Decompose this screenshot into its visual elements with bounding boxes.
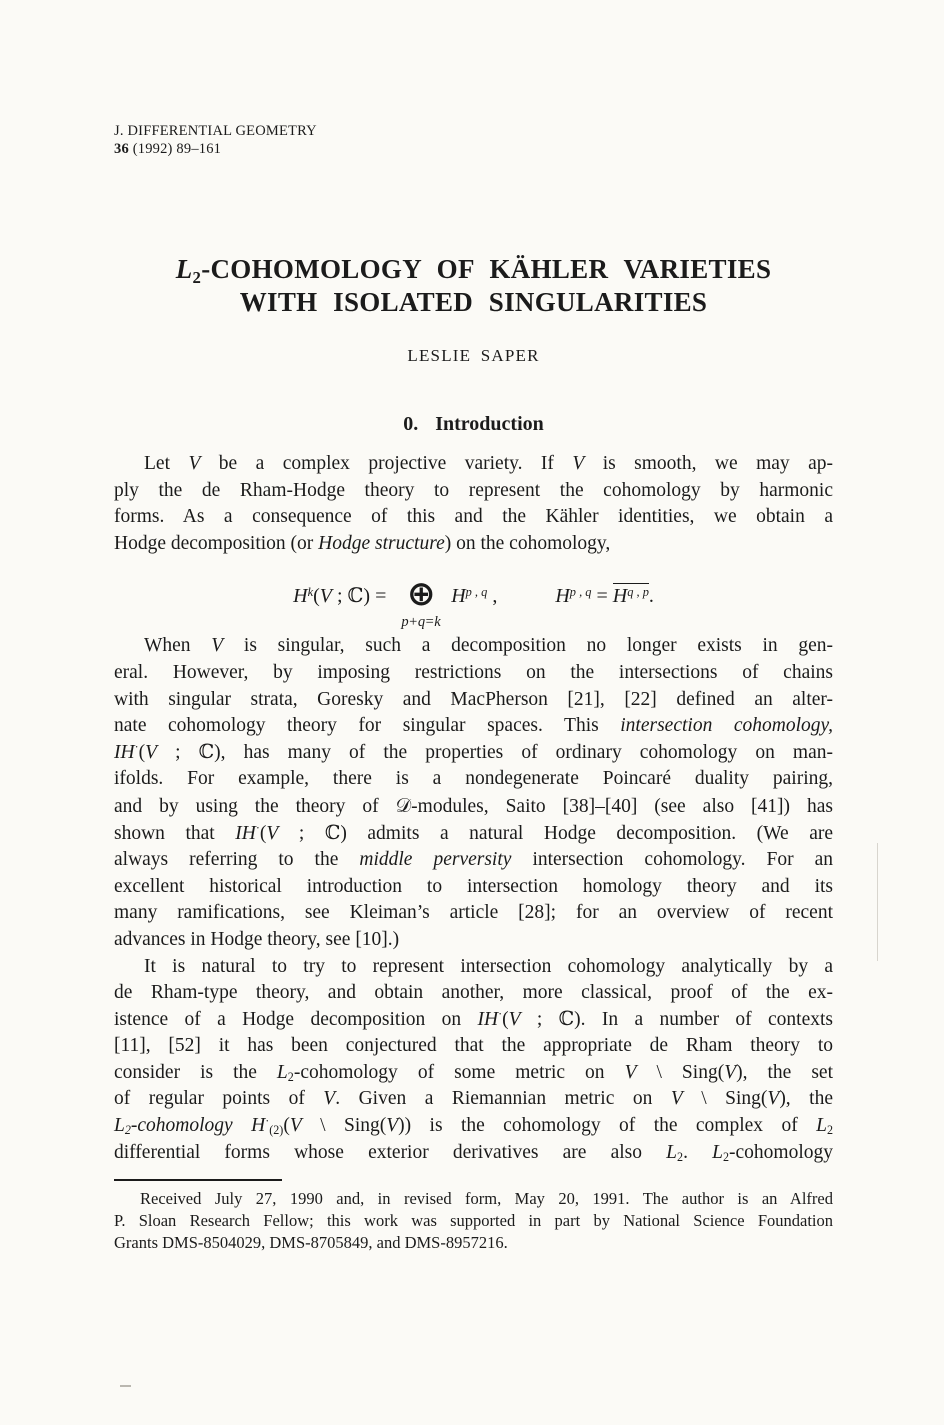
footnote-line: Grants DMS-8504029, DMS-8705849, and DMS-8957216.: [114, 1233, 508, 1253]
text-line: Let V be a complex projective variety. If V is smooth, we may ap-: [144, 453, 834, 474]
direct-sum-operator: [401, 574, 442, 636]
text-line: forms. As a consequence of this and the Kähler identities, we obtain a: [114, 506, 833, 528]
text-line: ifolds. For example, there is a nondegenerate Poincaré duality pairing,: [114, 768, 833, 790]
text-line: [11], [52] it has been conjectured that the appropriate de Rham theory to: [114, 1035, 833, 1057]
text-line: IH·(V ; ℂ), has many of the properties of ordinary cohomology on man-: [114, 740, 833, 763]
footnote-line: Received July 27, 1990 and, in revised form, May 20, 1991. The author is an Alfred: [140, 1189, 833, 1209]
text-line: always referring to the middle perversity intersection cohomology. For an: [114, 849, 834, 871]
scan-artifact-line: [877, 843, 878, 961]
scan-artifact-mark: [120, 1385, 131, 1387]
journal-volume: 36: [114, 140, 129, 157]
text-line: nate cohomology theory for singular spaces. This intersection cohomology,: [114, 715, 833, 737]
text-line: Hodge decomposition (or Hodge structure) on the cohomology,: [114, 532, 611, 554]
text-line: many ramifications, see Kleiman’s article [28]; for an overview of recent: [114, 902, 833, 924]
text-line: consider is the L2-cohomology of some metric on V \ Sing(V), the set: [114, 1061, 833, 1085]
text-line: eral. However, by imposing restrictions on the intersections of chains: [114, 661, 833, 683]
footnote-line: P. Sloan Research Fellow; this work was supported in part by National Science Foundation: [114, 1211, 833, 1231]
author-name: LESLIE SAPER: [407, 346, 540, 365]
footnote: [114, 1188, 833, 1254]
text-line: It is natural to try to represent intersection cohomology analytically by a: [144, 955, 833, 977]
text-line: with singular strata, Goresky and MacPherson [21], [22] defined an alter-: [114, 688, 833, 710]
text-line: L2-cohomology H·(2)(V \ Sing(V)) is the cohomology of the complex of L2: [114, 1113, 833, 1138]
section-heading: [114, 413, 833, 436]
text-line: of regular points of V. Given a Riemannian metric on V \ Sing(V), the: [114, 1088, 833, 1110]
section-title: Introduction: [435, 413, 544, 435]
paper-title-line-2: WITH ISOLATED SINGULARITIES: [239, 287, 708, 317]
oplus-symbol: ⊕: [407, 574, 436, 615]
text-line: When V is singular, such a decomposition no longer exists in gen-: [144, 635, 833, 657]
paragraph: [114, 451, 833, 557]
equation-term: H$^{p , q}$ ,: [451, 584, 498, 608]
journal-issue-pages: (1992) 89–161: [128, 140, 222, 157]
text-line: de Rham-type theory, and obtain another, more classical, proof of the ex-: [114, 982, 833, 1004]
sum-index: p+q=k: [401, 614, 442, 631]
article-body: [114, 451, 833, 1166]
text-line: differential forms whose exterior derivatives are also L2. L2-cohomology: [114, 1141, 834, 1165]
paper-title: [114, 253, 833, 319]
text-line: and by using the theory of 𝒟-modules, Saito [38]–[40] (see also [41]) has: [114, 793, 833, 817]
journal-name: J. DIFFERENTIAL GEOMETRY: [114, 123, 317, 139]
equation-rhs: H$^{p , q}$ = H$^{q , p}$.: [555, 584, 654, 608]
paragraph: [114, 954, 833, 1167]
paper-title-line-1: L2-COHOMOLOGY OF KÄHLER VARIETIES: [175, 254, 772, 287]
text-line: excellent historical introduction to intersection homology theory and its: [114, 875, 833, 897]
footnote-rule: [114, 1179, 282, 1181]
equation-lhs: $H^k(V$ ; ℂ) =: [293, 584, 392, 608]
text-line: ply the de Rham-Hodge theory to represent the cohomology by harmonic: [114, 479, 833, 501]
text-line: istence of a Hodge decomposition on IH·(V ; ℂ). In a number of contexts: [114, 1007, 833, 1030]
paragraph: [114, 633, 833, 953]
text-line: shown that IH·(V ; ℂ) admits a natural Hodge decomposition. (We are: [114, 821, 833, 844]
section-number: 0.: [403, 413, 419, 435]
display-equation: [114, 566, 833, 631]
journal-header: [114, 123, 833, 158]
journal-citation: [114, 141, 833, 159]
text-line: advances in Hodge theory, see [10].): [114, 928, 400, 950]
page-content: [114, 123, 833, 1254]
